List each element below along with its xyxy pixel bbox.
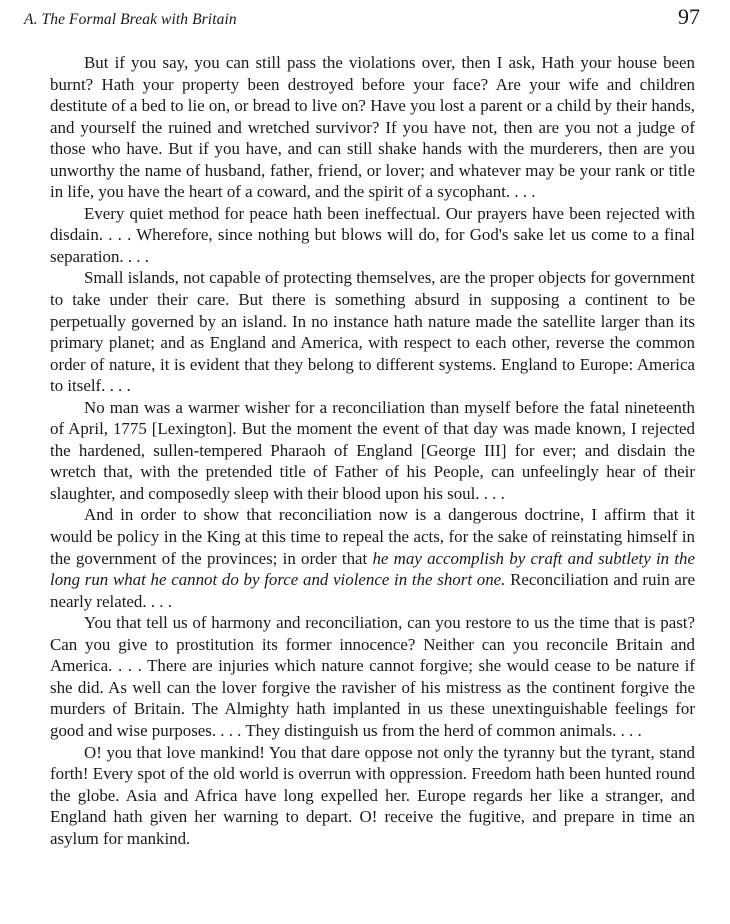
page-header — [24, 4, 700, 32]
paragraph-5-italic-text: he may accomplish by craft and subtlety in the long run what he cannot do by force and violence in the short one. — [50, 548, 695, 590]
paragraph-5-text-end: Reconciliation and ruin are nearly related. . . . — [50, 570, 695, 611]
paragraph-5-text: And in order to show that reconciliation now is a dangerous doctrine, I affirm that it would be policy in the King at this time to repeal the acts, for the sake of reinstating himself in the government of the provinces; in order that — [50, 505, 695, 568]
paragraph-1: But if you say, you can still pass the violations over, then I ask, Hath your house been burnt? Hath your property been destroyed before your face? Are your wife and children destitute of a bed to lie on, or bread to live on? Have you lost a parent or a child by their hands, and yourself the ruined and wretched survivor? If you have not, then are you not a judge of those who have. But if you have, and can still shake hands with the murderers, then are you unworthy the name of husband, father, friend, or lover; and whatever may be your rank or title in life, you have the heart of a coward, and the spirit of a sycophant. . . . — [50, 53, 695, 202]
running-head: A. The Formal Break with Britain — [24, 11, 237, 28]
paragraph-3: Small islands, not capable of protecting themselves, are the proper objects for government to take under their care. But there is something absurd in supposing a continent to be perpetually governed by an island. In no instance hath nature made the satellite larger than its primary planet; and as England and America, with respect to each other, reverse the common order of nature, it is evident that they belong to different systems. England to Europe: America to itself. . . . — [50, 268, 695, 396]
paragraph-2: Every quiet method for peace hath been ineffectual. Our prayers have been rejected with disdain. . . . Wherefore, since nothing but blows will do, for God's sake let us come to a final separation. . . . — [50, 203, 695, 266]
page-number: 97 — [678, 4, 700, 29]
paragraph-6: You that tell us of harmony and reconciliation, can you restore to us the time that is past? Can you give to prostitution its former innocence? Neither can you reconcile Britain and America. . . . There are injuries which nature cannot forgive; she would cease to be nature if she did. As well can the lover forgive the ravisher of his mistress as the continent forgive the murders of Britain. The Almighty hath implanted in us these unextinguishable feelings for good and wise purposes. . . . They distinguish us from the herd of common animals. . . . — [50, 613, 695, 740]
paragraph-4: No man was a warmer wisher for a reconciliation than myself before the fatal nineteenth of April, 1775 [Lexington]. But the moment the event of that day was made known, I rejected the hardened, sullen-tempered Pharaoh of England [George III] for ever; and disdain the wretch that, with the pretended title of Father of his People, can unfeelingly hear of their slaughter, and composedly sleep with their blood upon his soul. . . . — [50, 397, 695, 503]
body-text — [50, 52, 695, 849]
paragraph-7: O! you that love mankind! You that dare oppose not only the tyranny but the tyrant, stand forth! Every spot of the old world is overrun with oppression. Freedom hath been hunted round the globe. Asia and Africa have long expelled her. Europe regards her like a stranger, and England hath given her warning to depart. O! receive the fugitive, and prepare in time an asylum for mankind. — [50, 742, 695, 848]
paragraph-5 — [50, 504, 695, 612]
